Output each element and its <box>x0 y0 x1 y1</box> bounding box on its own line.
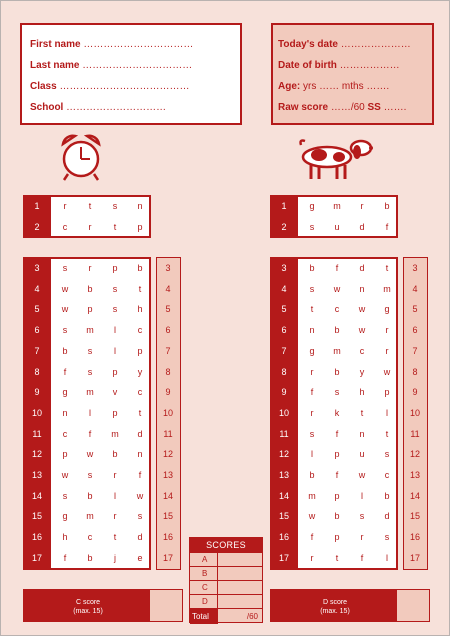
alarm-clock-leg-right <box>94 174 98 180</box>
right-echo-number: 3 <box>412 263 418 273</box>
scores-table <box>189 537 263 623</box>
right-letter-cell[interactable]: c <box>384 470 390 480</box>
left-letter-cell[interactable]: g <box>62 511 68 522</box>
left-letter-cell[interactable]: r <box>88 221 92 232</box>
right-letter-cell[interactable]: n <box>359 428 365 439</box>
right-letter-cell[interactable]: p <box>334 532 340 543</box>
left-letter-cell[interactable]: f <box>63 366 67 377</box>
right-row-number: 6 <box>281 325 287 336</box>
dog-nose <box>369 146 373 150</box>
right-echo-number: 8 <box>412 366 418 377</box>
scores-title: SCORES <box>190 538 262 552</box>
right-letter-cell[interactable]: s <box>334 387 340 398</box>
right-echo-number: 16 <box>409 532 420 543</box>
left-row-number: 10 <box>31 407 42 418</box>
left-letter-cell[interactable]: t <box>88 201 92 211</box>
left-letter-cell[interactable]: r <box>88 263 92 273</box>
left-row-number: 11 <box>32 428 42 439</box>
school-field[interactable]: School ………………………… <box>30 102 167 113</box>
left-echo-number: 6 <box>165 325 171 336</box>
right-letter-cell[interactable]: u <box>334 221 340 232</box>
right-letter-cell[interactable]: k <box>334 407 340 418</box>
right-letter-cell[interactable]: r <box>385 345 389 356</box>
right-letter-cell[interactable]: t <box>385 428 389 439</box>
left-letter-cell[interactable]: d <box>137 532 143 543</box>
alarm-clock-leg-left <box>64 174 68 180</box>
class-field[interactable]: Class ………………………………… <box>30 81 190 92</box>
right-echo-number: 15 <box>409 511 420 522</box>
left-letter-cell[interactable]: w <box>86 449 94 460</box>
d-score-label: D score <box>322 599 348 606</box>
scores-row-b[interactable]: B <box>190 566 262 580</box>
right-letter-cell[interactable]: t <box>310 304 314 315</box>
right-row-number: 7 <box>281 345 287 356</box>
left-row-number: 5 <box>34 304 40 315</box>
left-row-number: 4 <box>34 283 40 294</box>
left-letter-cell[interactable]: n <box>62 407 68 418</box>
left-letter-cell[interactable]: v <box>112 387 118 398</box>
right-letter-cell[interactable]: m <box>333 345 341 356</box>
left-echo-number: 11 <box>163 428 173 439</box>
left-echo-number: 7 <box>165 345 171 356</box>
right-letter-cell[interactable]: p <box>334 449 340 460</box>
right-row-number: 4 <box>281 283 287 294</box>
right-letter-cell[interactable]: m <box>383 283 391 294</box>
left-letter-cell[interactable]: n <box>137 201 143 211</box>
right-row-number: 10 <box>278 407 289 418</box>
left-letter-cell[interactable]: p <box>137 345 143 356</box>
right-letter-cell[interactable]: r <box>385 325 389 336</box>
left-letter-cell[interactable]: t <box>113 221 117 232</box>
right-letter-cell[interactable]: d <box>359 263 365 273</box>
left-letter-cell[interactable]: l <box>114 490 116 501</box>
right-letter-cell[interactable]: c <box>334 304 340 315</box>
left-letter-cell[interactable]: l <box>114 325 116 336</box>
left-letter-cell[interactable]: s <box>112 201 118 211</box>
right-letter-cell[interactable]: w <box>383 366 391 377</box>
right-echo-number: 13 <box>409 470 420 480</box>
left-row-number: 9 <box>34 387 40 398</box>
left-letter-cell[interactable]: c <box>62 428 68 439</box>
right-letter-cell[interactable]: s <box>359 511 365 522</box>
left-letter-cell[interactable]: t <box>138 283 142 294</box>
right-row-number: 16 <box>278 532 289 543</box>
left-letter-cell[interactable]: b <box>112 449 118 460</box>
left-echo-number: 16 <box>162 532 173 543</box>
date-of-birth-field[interactable]: Date of birth ……………… <box>278 60 400 71</box>
left-letter-cell[interactable]: s <box>137 511 143 522</box>
left-letter-cell[interactable]: w <box>136 490 144 501</box>
left-letter-cell[interactable]: p <box>87 304 93 315</box>
right-letter-cell[interactable]: t <box>335 552 339 563</box>
right-letter-cell[interactable]: b <box>334 325 340 336</box>
c-score-max: (max. 15) <box>73 608 103 615</box>
left-letter-cell[interactable]: p <box>137 221 143 232</box>
left-letter-cell[interactable]: p <box>62 449 68 460</box>
right-echo-number: 17 <box>409 552 420 563</box>
left-letter-cell[interactable]: r <box>113 470 117 480</box>
right-letter-cell[interactable]: f <box>335 428 339 439</box>
right-letter-cell[interactable]: d <box>359 221 365 232</box>
first-name-field[interactable]: First name …………………………… <box>30 39 194 50</box>
right-echo-number: 5 <box>412 304 418 315</box>
right-letter-cell[interactable]: u <box>359 449 365 460</box>
right-letter-cell[interactable]: w <box>333 283 341 294</box>
left-letter-cell[interactable]: c <box>137 325 143 336</box>
left-letter-cell[interactable]: w <box>61 283 69 294</box>
right-letter-cell[interactable]: b <box>384 490 390 501</box>
left-letter-cell[interactable]: n <box>137 449 143 460</box>
right-letter-cell[interactable]: n <box>309 325 315 336</box>
right-letter-cell[interactable]: l <box>386 552 388 563</box>
right-letter-cell[interactable]: g <box>309 345 315 356</box>
right-letter-cell[interactable]: s <box>384 449 390 460</box>
test-info-box <box>271 23 434 125</box>
right-letter-cell[interactable]: l <box>386 407 388 418</box>
right-echo-number: 9 <box>412 387 418 398</box>
right-letter-cell[interactable]: t <box>360 407 364 418</box>
right-echo-number: 7 <box>412 345 418 356</box>
student-info-box <box>20 23 242 125</box>
right-letter-cell[interactable]: m <box>308 490 316 501</box>
right-letter-cell[interactable]: m <box>333 201 341 211</box>
right-letter-cell[interactable]: s <box>309 283 315 294</box>
right-letter-cell[interactable]: s <box>309 221 315 232</box>
left-letter-cell[interactable]: h <box>62 532 68 543</box>
left-row-number: 16 <box>31 532 42 543</box>
d-score-box[interactable] <box>397 590 429 621</box>
left-letter-cell[interactable]: f <box>63 552 67 563</box>
left-row-number: 2 <box>34 221 40 232</box>
left-letter-cell[interactable]: t <box>138 407 142 418</box>
d-score-bar[interactable] <box>270 589 430 622</box>
left-letter-cell[interactable]: l <box>114 345 116 356</box>
left-row-number: 7 <box>34 345 40 356</box>
right-row-number: 12 <box>278 449 289 460</box>
left-letter-cell[interactable]: b <box>87 490 93 501</box>
right-letter-cell[interactable]: g <box>309 201 315 211</box>
right-row-number: 2 <box>281 221 287 232</box>
left-row-number: 8 <box>34 366 40 377</box>
left-letter-cell[interactable]: m <box>86 387 94 398</box>
left-letter-cell[interactable]: r <box>63 201 67 211</box>
alarm-clock-icon <box>57 132 105 184</box>
right-letter-cell[interactable]: b <box>309 263 315 273</box>
left-letter-cell[interactable]: p <box>112 366 118 377</box>
right-letter-cell[interactable]: f <box>310 387 314 398</box>
right-letter-cell[interactable]: h <box>359 387 365 398</box>
left-letter-cell[interactable]: j <box>114 552 116 563</box>
right-letter-cell[interactable]: l <box>311 449 313 460</box>
left-row-number: 17 <box>31 552 42 563</box>
right-letter-cell[interactable]: w <box>358 325 366 336</box>
right-row-number: 9 <box>281 387 287 398</box>
left-row-number: 6 <box>34 325 40 336</box>
right-echo-number: 14 <box>409 490 420 501</box>
left-letter-cell[interactable]: s <box>62 263 68 273</box>
left-letter-cell[interactable]: s <box>87 345 93 356</box>
right-letter-cell[interactable]: d <box>384 511 390 522</box>
left-echo-number: 5 <box>165 304 171 315</box>
right-letter-cell[interactable]: b <box>334 511 340 522</box>
right-row-number: 13 <box>278 470 289 480</box>
age-field[interactable]: Age: yrs …… mths ……. <box>278 81 390 92</box>
left-echo-number: 17 <box>162 552 173 563</box>
right-letter-cell[interactable]: f <box>335 470 339 480</box>
left-row-number: 14 <box>31 490 42 501</box>
raw-score-field[interactable]: Raw score ……/60 SS ……. <box>278 102 407 113</box>
left-letter-cell[interactable]: m <box>86 511 94 522</box>
left-echo-number: 9 <box>165 387 171 398</box>
scores-row-a[interactable]: A <box>190 552 262 566</box>
c-score-box[interactable] <box>150 590 182 621</box>
left-letter-cell[interactable]: c <box>62 221 68 232</box>
dog-spot-2 <box>333 152 345 162</box>
left-letter-cell[interactable]: b <box>87 283 93 294</box>
left-row-number: 12 <box>31 449 42 460</box>
left-row-number: 15 <box>31 511 42 522</box>
right-letter-cell[interactable]: f <box>310 532 314 543</box>
dog-icon <box>297 135 377 183</box>
left-letter-cell[interactable]: w <box>61 470 69 480</box>
right-letter-cell[interactable]: b <box>309 470 315 480</box>
left-letter-cell[interactable]: c <box>137 387 143 398</box>
left-echo-number: 15 <box>162 511 173 522</box>
right-letter-cell[interactable]: r <box>360 201 364 211</box>
left-letter-cell[interactable]: y <box>137 366 143 377</box>
left-letter-cell[interactable]: p <box>112 263 118 273</box>
left-row-number: 13 <box>31 470 42 480</box>
left-letter-cell[interactable]: w <box>61 304 69 315</box>
right-letter-cell[interactable]: s <box>309 428 315 439</box>
left-letter-cell[interactable]: l <box>89 407 91 418</box>
left-letter-cell[interactable]: s <box>112 283 118 294</box>
left-letter-cell[interactable]: e <box>137 552 143 563</box>
left-letter-cell[interactable]: f <box>88 428 92 439</box>
left-letter-cell[interactable]: m <box>111 428 119 439</box>
left-echo-number: 14 <box>162 490 173 501</box>
left-row-number: 3 <box>34 263 40 273</box>
right-row-number: 14 <box>278 490 289 501</box>
todays-date-field[interactable]: Today's date ………………… <box>278 39 411 50</box>
right-letter-cell[interactable]: f <box>335 263 339 273</box>
left-letter-cell[interactable]: s <box>62 490 68 501</box>
right-echo-number: 11 <box>410 428 420 439</box>
right-letter-cell[interactable]: l <box>361 490 363 501</box>
left-echo-number: 3 <box>165 263 171 273</box>
left-letter-cell[interactable]: b <box>137 263 143 273</box>
dog-ear <box>353 145 361 159</box>
left-letter-cell[interactable]: r <box>113 511 117 522</box>
last-name-field[interactable]: Last name …………………………… <box>30 60 193 71</box>
left-letter-cell[interactable]: t <box>113 532 117 543</box>
c-score-bar[interactable] <box>23 589 183 622</box>
left-letter-cell[interactable]: s <box>62 325 68 336</box>
right-row-number: 17 <box>278 552 289 563</box>
right-letter-cell[interactable]: f <box>385 221 389 232</box>
left-letter-cell[interactable]: s <box>112 304 118 315</box>
scores-row-d[interactable]: D <box>190 594 262 608</box>
right-row-number: 3 <box>281 263 287 273</box>
left-echo-number: 8 <box>165 366 171 377</box>
right-echo-number: 6 <box>412 325 418 336</box>
right-letter-cell[interactable]: f <box>360 552 364 563</box>
right-letter-cell[interactable]: b <box>334 366 340 377</box>
right-row-number: 1 <box>281 201 287 211</box>
right-letter-cell[interactable]: c <box>359 345 365 356</box>
right-letter-cell[interactable]: p <box>384 387 390 398</box>
left-letter-cell[interactable]: p <box>112 407 118 418</box>
right-letter-cell[interactable]: b <box>384 201 390 211</box>
d-score-max: (max. 15) <box>320 608 350 615</box>
left-echo-number: 10 <box>162 407 173 418</box>
right-letter-cell[interactable]: w <box>358 470 366 480</box>
left-echo-number: 12 <box>162 449 173 460</box>
right-letter-cell[interactable]: r <box>310 407 314 418</box>
right-letter-cell[interactable]: t <box>385 263 389 273</box>
right-letter-cell[interactable]: n <box>359 283 365 294</box>
right-letter-cell[interactable]: r <box>310 366 314 377</box>
right-echo-number: 12 <box>409 449 420 460</box>
right-row-number: 5 <box>281 304 287 315</box>
right-echo-number: 10 <box>409 407 420 418</box>
scores-total-row[interactable]: Total /60 <box>190 608 262 624</box>
right-letter-cell[interactable]: s <box>384 532 390 543</box>
left-letter-cell[interactable]: b <box>62 345 68 356</box>
left-letter-cell[interactable]: b <box>87 552 93 563</box>
right-echo-number: 4 <box>412 283 418 294</box>
left-letter-cell[interactable]: d <box>137 428 143 439</box>
right-row-number: 15 <box>278 511 289 522</box>
left-letter-cell[interactable]: g <box>62 387 68 398</box>
right-letter-cell[interactable]: w <box>358 304 366 315</box>
right-letter-cell[interactable]: g <box>384 304 390 315</box>
right-row-number: 8 <box>281 366 287 377</box>
c-score-label: C score <box>75 599 101 606</box>
left-letter-cell[interactable]: c <box>87 532 93 543</box>
dog-spot-1 <box>311 149 327 161</box>
left-echo-number: 4 <box>165 283 171 294</box>
right-letter-cell[interactable]: r <box>360 532 364 543</box>
scores-row-c[interactable]: C <box>190 580 262 594</box>
right-letter-cell[interactable]: w <box>308 511 316 522</box>
right-letter-cell[interactable]: r <box>310 552 314 563</box>
left-letter-cell[interactable]: s <box>87 470 93 480</box>
right-letter-cell[interactable]: y <box>359 366 365 377</box>
left-letter-cell[interactable]: m <box>86 325 94 336</box>
dog-tail <box>301 141 306 146</box>
left-echo-number: 13 <box>162 470 173 480</box>
left-letter-cell[interactable]: f <box>138 470 142 480</box>
right-letter-cell[interactable]: p <box>334 490 340 501</box>
left-letter-cell[interactable]: s <box>87 366 93 377</box>
right-row-number: 11 <box>279 428 289 439</box>
left-letter-cell[interactable]: h <box>137 304 143 315</box>
left-row-number: 1 <box>34 201 40 211</box>
